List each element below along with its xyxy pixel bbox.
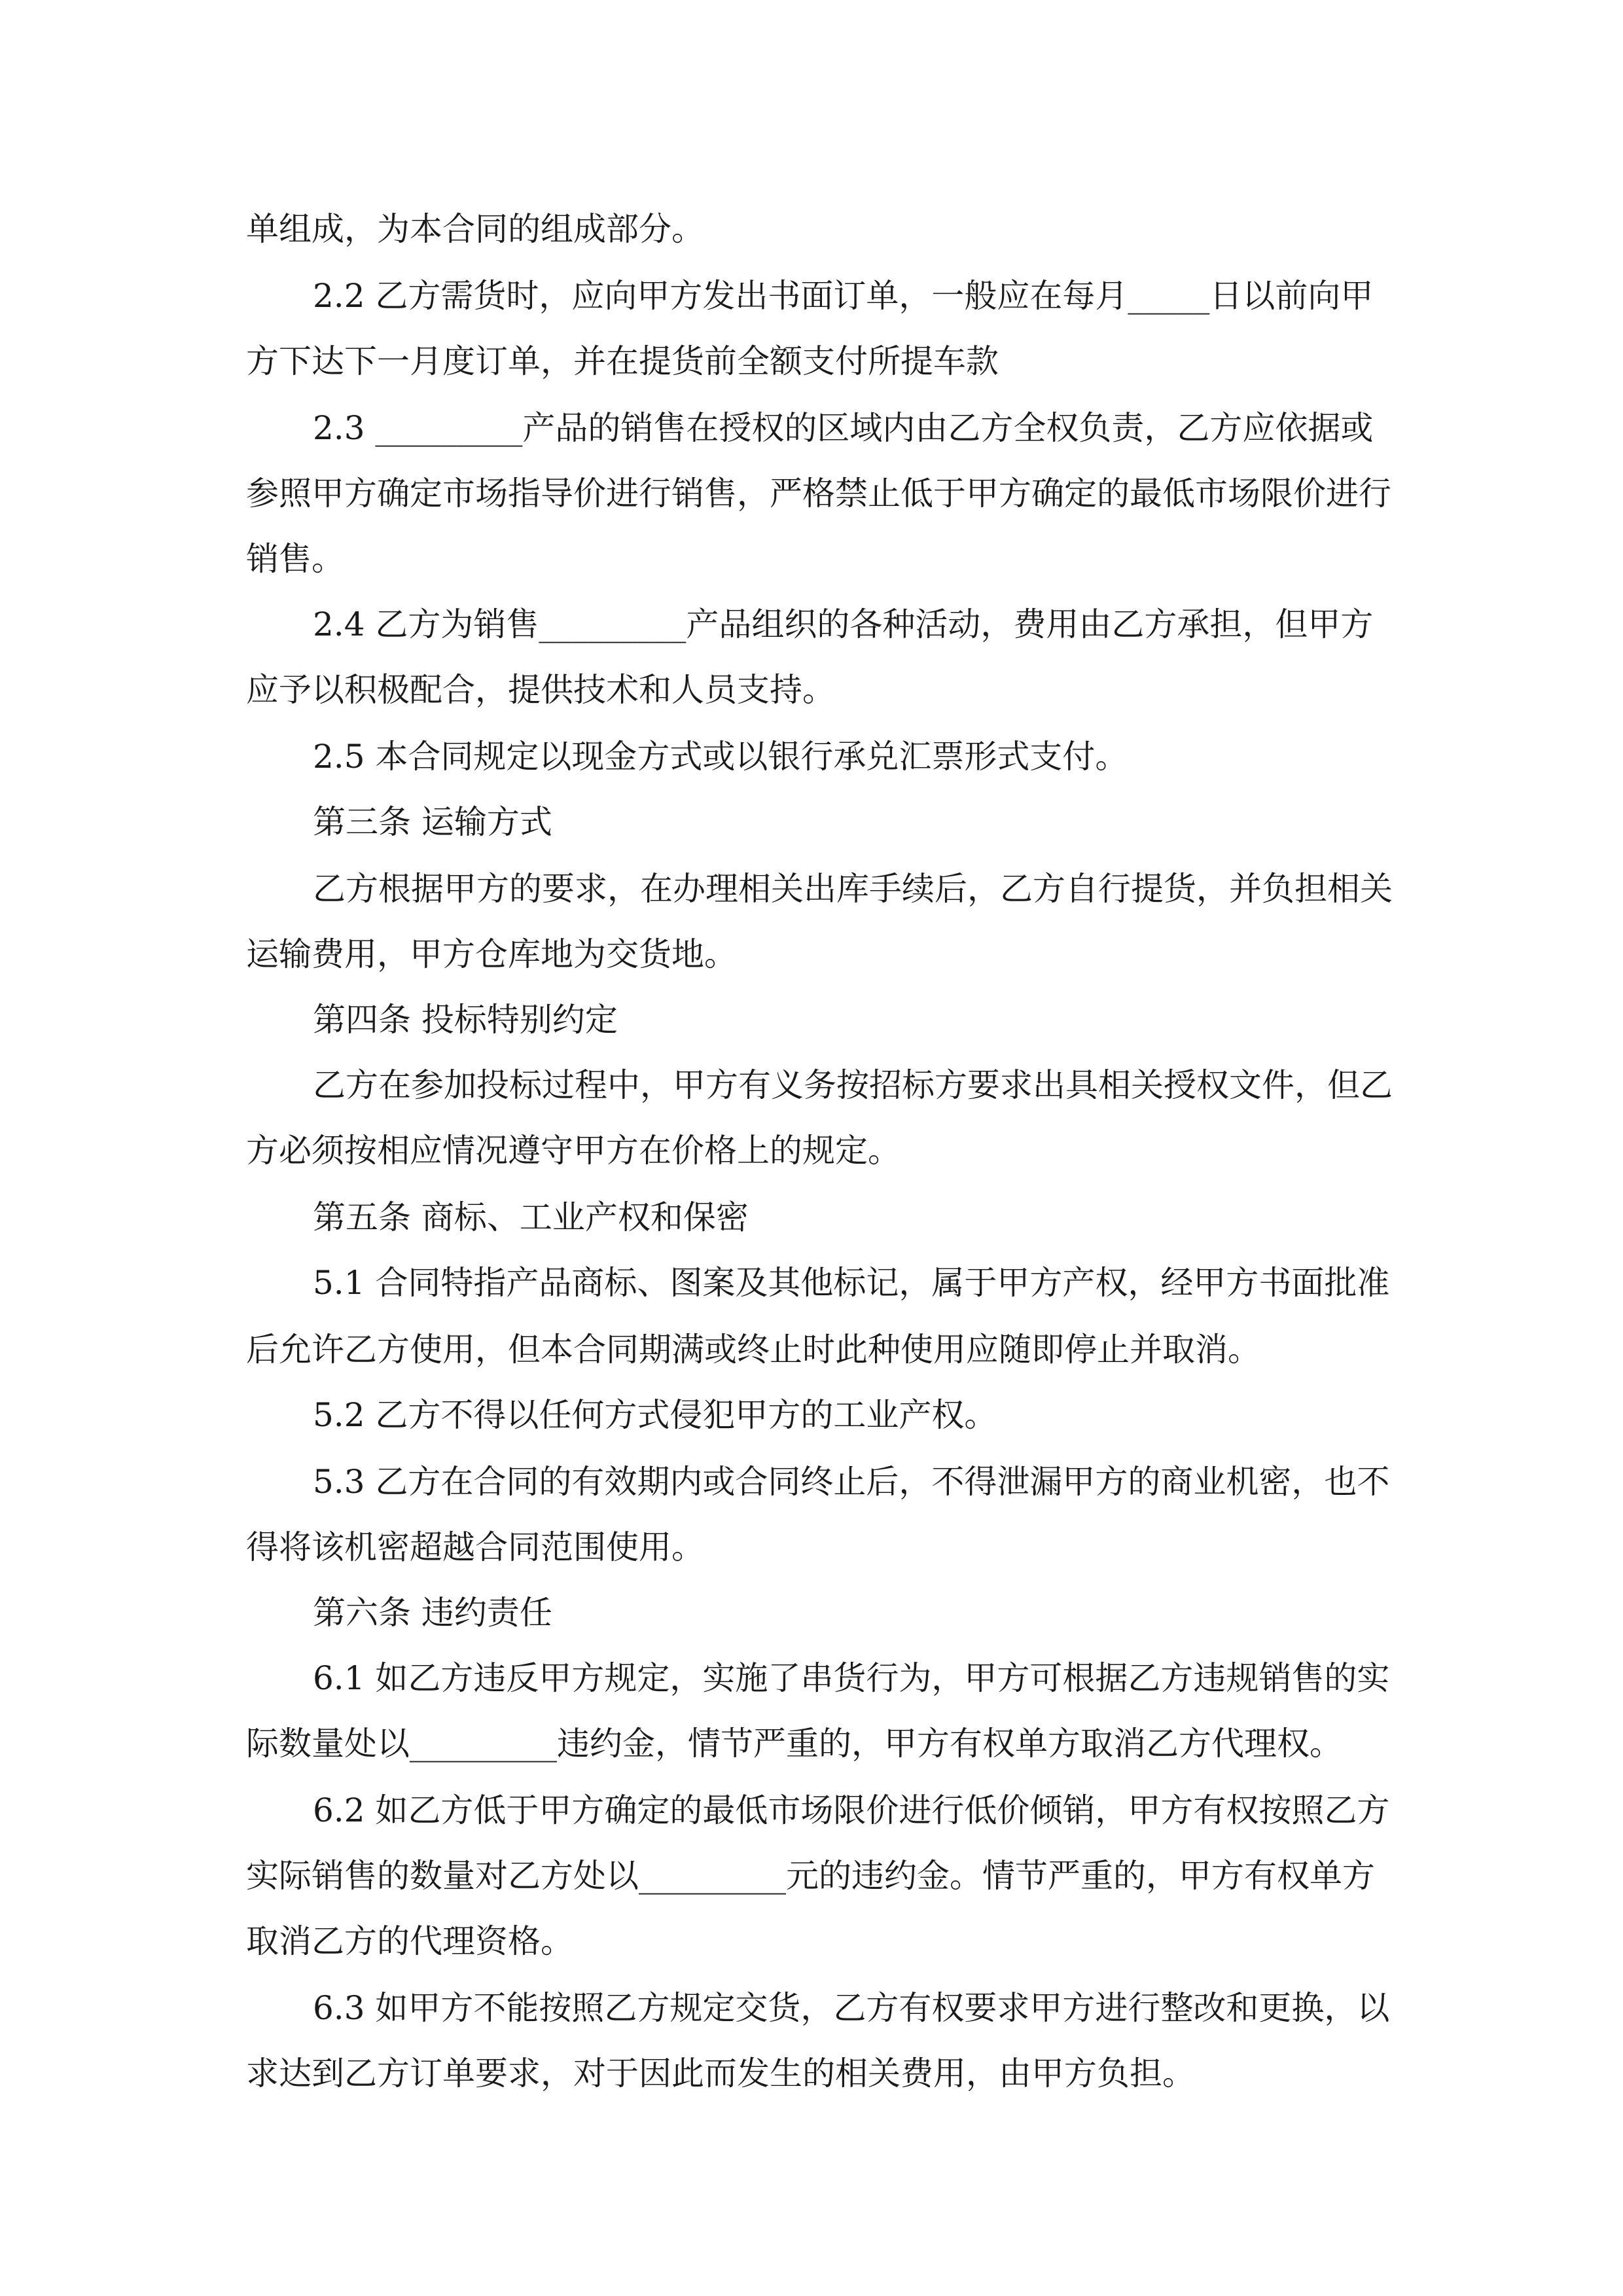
- text-line: 2.2 乙方需货时，应向甲方发出书面订单，一般应在每月_____日以前向甲: [313, 277, 1374, 315]
- text-line: 际数量处以_________违约金，情节严重的，甲方有权单方取消乙方代理权。: [246, 1725, 1342, 1763]
- text-line: 应予以积极配合，提供技术和人员支持。: [246, 671, 835, 709]
- section-heading: 第五条 商标、工业产权和保密: [313, 1198, 749, 1236]
- text-line: 5.1 合同特指产品商标、图案及其他标记，属于甲方产权，经甲方书面批准: [313, 1264, 1390, 1302]
- section-heading: 第四条 投标特别约定: [313, 1001, 618, 1039]
- text-line: 5.3 乙方在合同的有效期内或合同终止后，不得泄漏甲方的商业机密，也不: [313, 1463, 1390, 1501]
- text-line: 乙方在参加投标过程中，甲方有义务按招标方要求出具相关授权文件，但乙: [313, 1066, 1393, 1104]
- text-line: 2.3 _________产品的销售在授权的区域内由乙方全权负责，乙方应依据或: [313, 409, 1374, 447]
- text-line: 2.5 本合同规定以现金方式或以银行承兑汇票形式支付。: [313, 738, 1128, 776]
- section-heading: 第六条 违约责任: [313, 1594, 552, 1632]
- text-line: 得将该机密超越合同范围使用。: [246, 1528, 704, 1566]
- text-line: 参照甲方确定市场指导价进行销售，严格禁止低于甲方确定的最低市场限价进行: [246, 475, 1391, 512]
- text-line: 运输费用，甲方仓库地为交货地。: [246, 935, 737, 973]
- text-line: 6.2 如乙方低于甲方确定的最低市场限价进行低价倾销，甲方有权按照乙方: [313, 1791, 1390, 1829]
- section-heading: 第三条 运输方式: [313, 803, 552, 841]
- text-line: 求达到乙方订单要求，对于因此而发生的相关费用，由甲方负担。: [246, 2054, 1195, 2092]
- text-line: 5.2 乙方不得以任何方式侵犯甲方的工业产权。: [313, 1396, 997, 1434]
- text-line: 2.4 乙方为销售_________产品组织的各种活动，费用由乙方承担，但甲方: [313, 605, 1374, 643]
- text-line: 取消乙方的代理资格。: [246, 1922, 573, 1960]
- text-line: 乙方根据甲方的要求，在办理相关出库手续后，乙方自行提货，并负担相关: [313, 870, 1393, 908]
- text-line: 方下达下一月度订单，并在提货前全额支付所提车款: [246, 342, 999, 380]
- text-line: 实际销售的数量对乙方处以_________元的违约金。情节严重的，甲方有权单方: [246, 1857, 1375, 1895]
- text-line: 6.3 如甲方不能按照乙方规定交货，乙方有权要求甲方进行整改和更换，以: [313, 1989, 1390, 2027]
- text-line: 方必须按相应情况遵守甲方在价格上的规定。: [246, 1132, 901, 1170]
- text-line: 后允许乙方使用，但本合同期满或终止时此种使用应随即停止并取消。: [246, 1331, 1260, 1369]
- text-line: 销售。: [246, 540, 344, 578]
- text-line: 6.1 如乙方违反甲方规定，实施了串货行为，甲方可根据乙方违规销售的实: [313, 1659, 1390, 1697]
- text-line: 单组成，为本合同的组成部分。: [246, 210, 704, 248]
